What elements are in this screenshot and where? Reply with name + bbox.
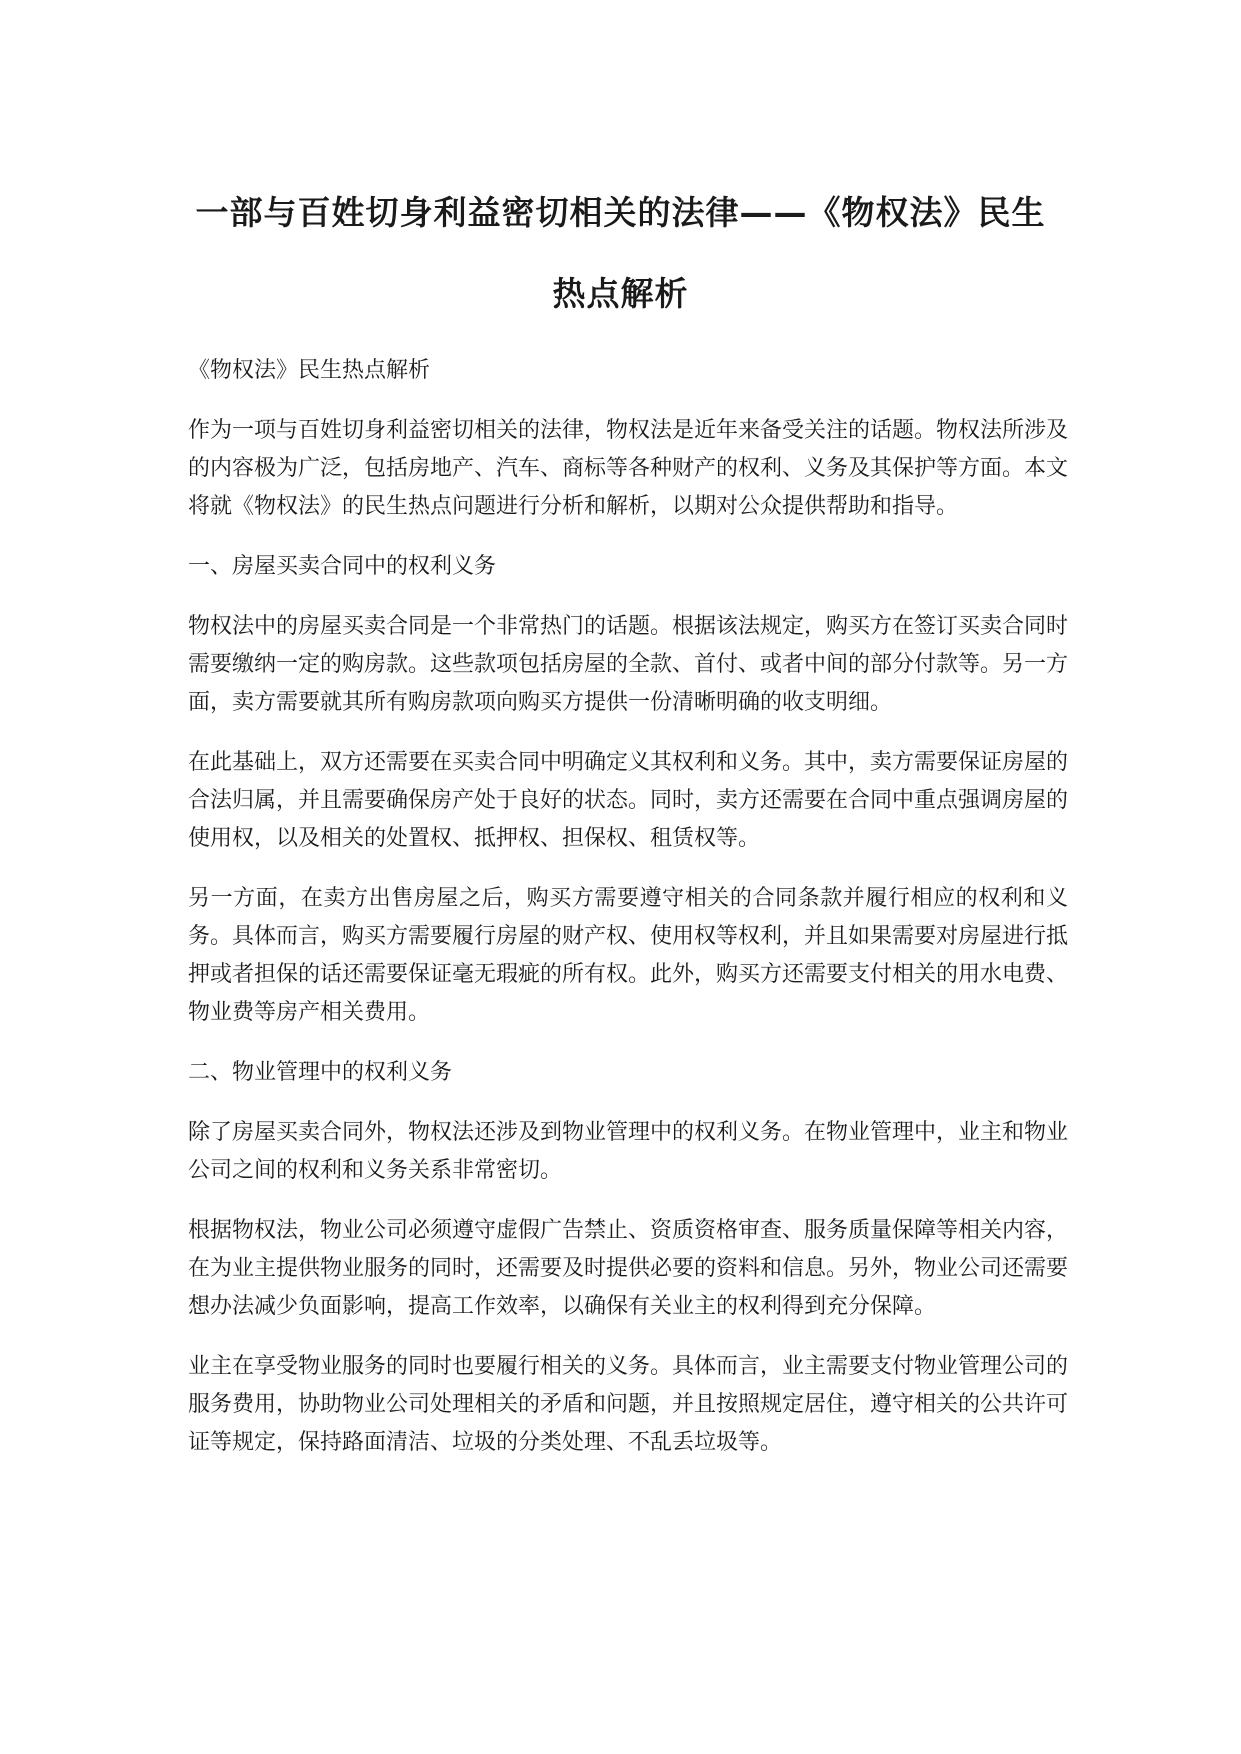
body-paragraph: 物权法中的房屋买卖合同是一个非常热门的话题。根据该法规定，购买方在签订买卖合同时需要缴纳一定的购房款。这些款项包括房屋的全款、首付、或者中间的部分付款等。另一方面，卖方需要就其所有购房款项向购买方提供一份清晰明确的收支明细。: [188, 614, 1069, 715]
subtitle-paragraph: 《物权法》民生热点解析: [188, 358, 431, 383]
section-heading-property-management: 二、物业管理中的权利义务: [188, 1060, 453, 1085]
body-paragraph: 业主在享受物业服务的同时也要履行相关的义务。具体而言，业主需要支付物业管理公司的服务费用，协助物业公司处理相关的矛盾和问题，并且按照规定居住，遵守相关的公共许可证等规定，保持路面清洁、垃圾的分类处理、不乱丢垃圾等。: [188, 1354, 1069, 1455]
body-paragraph: 根据物权法，物业公司必须遵守虚假广告禁止、资质资格审查、服务质量保障等相关内容，在为业主提供物业服务的同时，还需要及时提供必要的资料和信息。另外，物业公司还需要想办法减少负面影响，提高工作效率，以确保有关业主的权利得到充分保障。: [188, 1218, 1069, 1319]
title-line-1: 一部与百姓切身利益密切相关的法律——《物权法》民生: [195, 193, 1046, 232]
section-heading-housing-contract: 一、房屋买卖合同中的权利义务: [188, 554, 497, 579]
body-paragraph: 除了房屋买卖合同外，物权法还涉及到物业管理中的权利义务。在物业管理中，业主和物业公司之间的权利和义务关系非常密切。: [188, 1120, 1069, 1183]
body-paragraph: 另一方面，在卖方出售房屋之后，购买方需要遵守相关的合同条款并履行相应的权利和义务。具体而言，购买方需要履行房屋的财产权、使用权等权利，并且如果需要对房屋进行抵押或者担保的话还需要保证毫无瑕疵的所有权。此外，购买方还需要支付相关的用水电费、物业费等房产相关费用。: [188, 886, 1069, 1025]
intro-paragraph: 作为一项与百姓切身利益密切相关的法律，物权法是近年来备受关注的话题。物权法所涉及的内容极为广泛，包括房地产、汽车、商标等各种财产的权利、义务及其保护等方面。本文将就《物权法》的民生热点问题进行分析和解析，以期对公众提供帮助和指导。: [188, 418, 1069, 519]
document-title: [150, 172, 1091, 334]
body-paragraph: 在此基础上，双方还需要在买卖合同中明确定义其权利和义务。其中，卖方需要保证房屋的合法归属，并且需要确保房产处于良好的状态。同时，卖方还需要在合同中重点强调房屋的使用权，以及相关的处置权、抵押权、担保权、租赁权等。: [188, 750, 1069, 851]
title-line-2: 热点解析: [552, 274, 689, 313]
document-body: [188, 352, 1068, 1484]
